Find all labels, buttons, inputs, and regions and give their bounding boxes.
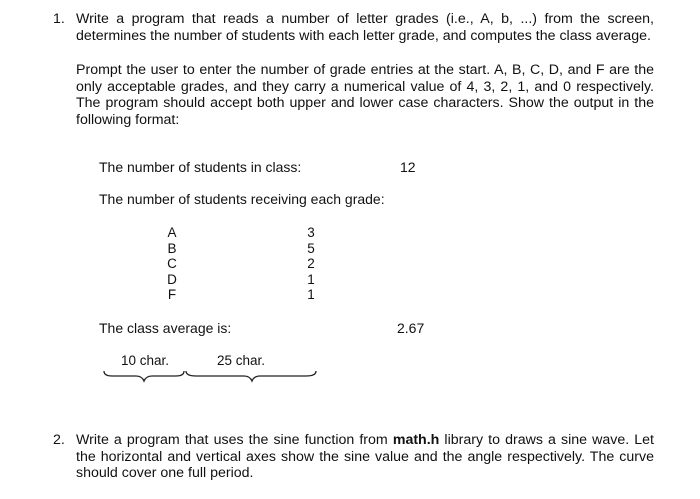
question-2-text	[76, 432, 654, 482]
question-1-prompt: Prompt the user to enter the number of grade entries at the start. A, B, C, D, and F are the only acceptable grades, and they carry a numerical value of 4, 3, 2, 1, and 0 respectively. The program should accept both upper and lower case characters. Show the output in the following format:	[76, 62, 654, 128]
grade-count: 1	[307, 271, 315, 287]
grade-letter: D	[167, 271, 177, 287]
grade-letters	[164, 225, 180, 303]
grade-counts	[303, 225, 319, 303]
grade-letter: C	[167, 256, 177, 271]
students-in-class-value: 12	[400, 159, 416, 175]
students-receiving-label: The number of students receiving each grade:	[99, 191, 385, 207]
class-average-value: 2.67	[397, 320, 425, 336]
brace-left-label: 10 char.	[121, 353, 170, 368]
class-average-label: The class average is:	[99, 320, 232, 336]
left-width-brace	[104, 371, 184, 381]
grade-count: 3	[307, 225, 315, 240]
brace-right-label: 25 char.	[217, 353, 266, 368]
question-2-number: 2.	[53, 432, 65, 448]
math-h-term: math.h	[392, 432, 440, 448]
grade-letter: B	[167, 240, 177, 256]
grade-letter: A	[167, 225, 177, 240]
students-in-class-label: The number of students in class:	[99, 159, 302, 175]
grade-letter: F	[167, 287, 177, 302]
grade-count: 2	[307, 256, 315, 271]
grade-count: 5	[307, 240, 315, 256]
right-width-brace	[186, 371, 316, 381]
question-1-intro: Write a program that reads a number of letter grades (i.e., A, b, ...) from the screen, determines the number of students with each letter grade, and computes the class average.	[76, 11, 654, 44]
grade-count: 1	[307, 287, 315, 302]
question-1-number: 1.	[53, 11, 65, 27]
question-2-text-before: Write a program that uses the sine function from	[76, 432, 393, 448]
question-2-text-after: library to draws a sine wave. Let the horizontal and vertical axes show the sine value and the angle respectively. The curve should cover one full period.	[76, 432, 654, 481]
